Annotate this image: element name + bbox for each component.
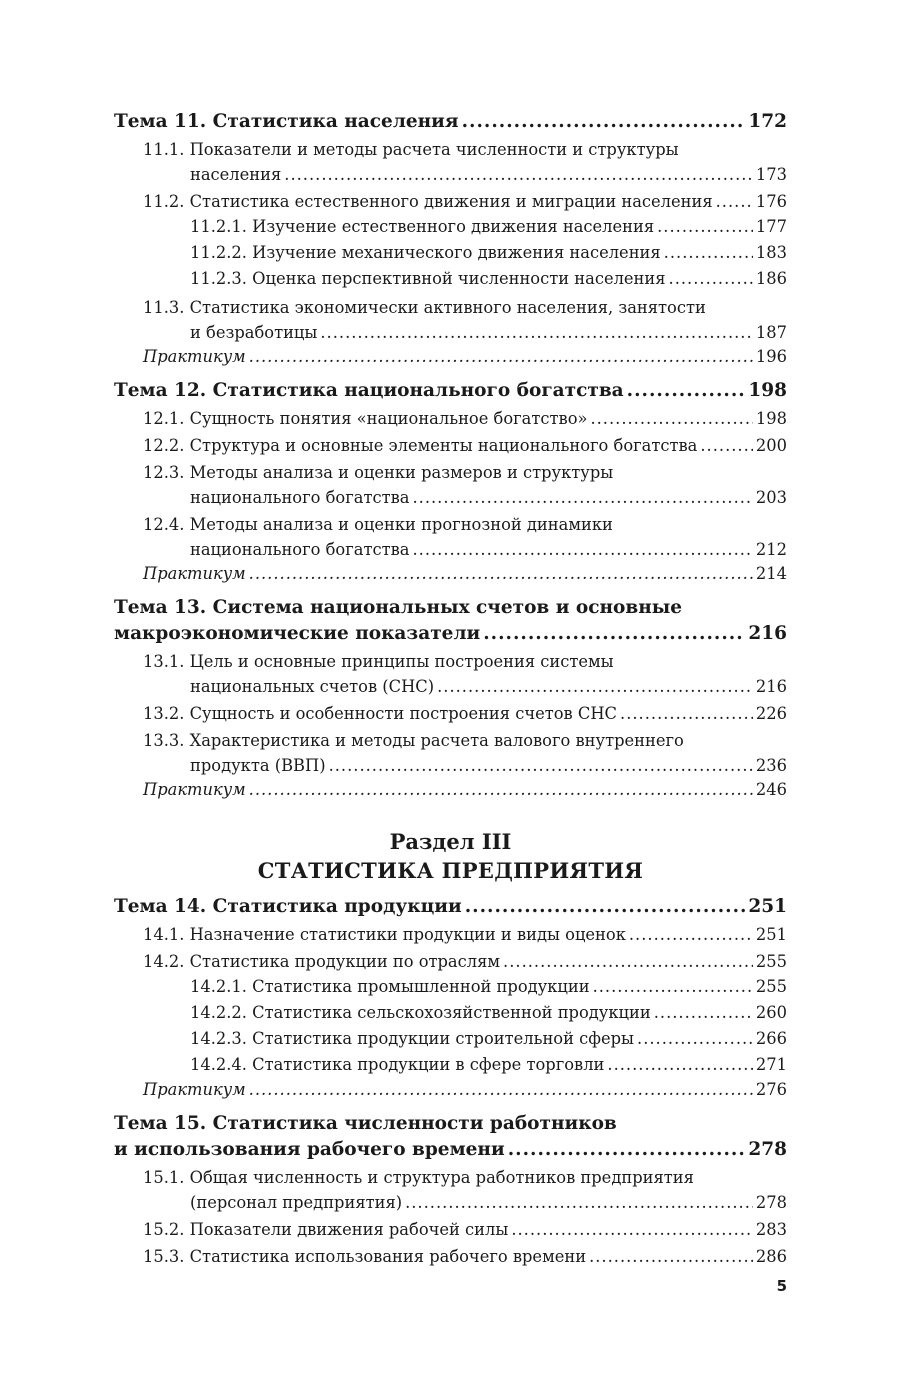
entry-title <box>190 1000 787 1026</box>
leader-dots <box>462 109 746 135</box>
entry-title-text: 12.1. Сущность понятия «национальное богатство» <box>143 408 588 428</box>
leader-dots <box>249 1078 753 1102</box>
entry-title-page: 276 <box>755 1080 787 1100</box>
entry-title-page: 183 <box>755 243 787 263</box>
topic-title-text: макроэкономические показатели <box>114 622 481 644</box>
practicum-entry <box>114 1078 787 1102</box>
entry-title <box>143 485 787 510</box>
section-entry <box>114 922 787 947</box>
section-entry <box>114 728 787 778</box>
entry-title <box>190 240 787 266</box>
entry-title <box>190 1052 787 1078</box>
topic-heading <box>114 595 787 647</box>
leader-dots <box>405 1190 753 1215</box>
entry-title <box>143 949 787 974</box>
topic-heading <box>114 1111 787 1163</box>
entry-title-page: 246 <box>755 779 787 799</box>
leader-dots <box>511 1217 753 1242</box>
entry-title <box>143 1190 787 1215</box>
topic-title-text: Тема 14. Статистика продукции <box>114 895 462 917</box>
entry-title-text: национальных счетов (СНС) <box>190 676 435 696</box>
part-title: СТАТИСТИКА ПРЕДПРИЯТИЯ <box>257 857 644 883</box>
entry-title-text: 14.2. Статистика продукции по отраслям <box>143 951 501 971</box>
topic-title-text: и использования рабочего времени <box>114 1139 505 1161</box>
entry-title <box>190 1026 787 1052</box>
entry-title-page: 196 <box>755 346 787 366</box>
entry-title-text: 11.2. Статистика естественного движения и миграции населения <box>143 192 713 211</box>
leader-dots <box>654 1000 753 1026</box>
entry-title <box>143 922 787 947</box>
leader-dots <box>700 433 753 458</box>
topic-title-text: Тема 11. Статистика населения <box>114 111 459 132</box>
entry-title <box>143 562 787 586</box>
entry-title-page: 173 <box>755 165 787 184</box>
entry-title-first: 13.3. Характеристика и методы расчета валового внутреннего <box>143 730 684 750</box>
subsection-entry <box>114 266 787 292</box>
entry-title-text: 15.2. Показатели движения рабочей силы <box>143 1220 509 1240</box>
entry-title-first: 12.3. Методы анализа и оценки размеров и структуры <box>143 462 614 482</box>
entry-title-page: 251 <box>755 924 787 944</box>
leader-dots <box>249 345 753 369</box>
entry-title-text: Практикум <box>143 779 246 799</box>
leader-dots <box>483 621 745 647</box>
section-entry <box>114 1217 787 1242</box>
leader-dots <box>664 240 753 266</box>
leader-dots <box>669 266 753 292</box>
subsection-entry <box>114 1052 787 1078</box>
entry-title-page: 176 <box>755 192 787 211</box>
entry-title-page: 212 <box>755 539 787 559</box>
leader-dots <box>637 1026 753 1052</box>
entry-title-page: 187 <box>755 322 787 342</box>
entry-title <box>143 1217 787 1242</box>
topic-title-page: 251 <box>748 895 787 917</box>
entry-title-first: 11.1. Показатели и методы расчета численности и структуры <box>143 140 679 159</box>
topic-title <box>114 109 787 135</box>
subsection-entry <box>114 1000 787 1026</box>
entry-title <box>143 674 787 699</box>
section-entry <box>114 1165 787 1215</box>
leader-dots <box>329 753 753 778</box>
entry-title <box>143 778 787 802</box>
leader-dots <box>284 162 753 187</box>
entry-title-text: 14.1. Назначение статистики продукции и виды оценок <box>143 924 626 944</box>
entry-title <box>143 320 787 345</box>
entry-title-first: 13.1. Цель и основные принципы построения системы <box>143 651 614 671</box>
entry-title-text: Практикум <box>143 346 246 366</box>
leader-dots <box>607 1052 753 1078</box>
topic-title-page: 216 <box>748 622 787 644</box>
topic-title-text: Тема 12. Статистика национального богатства <box>114 379 624 401</box>
entry-title <box>143 753 787 778</box>
leader-dots <box>412 537 752 562</box>
section-entry <box>114 1244 787 1269</box>
topic-title-page: 172 <box>748 111 787 132</box>
subsection-entry <box>114 1026 787 1052</box>
practicum-entry <box>114 778 787 802</box>
topic-heading <box>114 894 787 920</box>
entry-title-text: 11.2.3. Оценка перспективной численности населения <box>190 269 666 289</box>
leader-dots <box>590 406 752 431</box>
entry-title-page: 260 <box>755 1002 787 1022</box>
part-heading <box>114 828 787 885</box>
leader-dots <box>320 320 753 345</box>
entry-title <box>143 1078 787 1102</box>
leader-dots <box>437 674 753 699</box>
section-entry <box>114 512 787 562</box>
entry-title-text: 14.2.1. Статистика промышленной продукции <box>190 976 590 996</box>
entry-title-text: продукта (ВВП) <box>190 755 326 775</box>
entry-title <box>190 214 787 240</box>
entry-title-text: 14.2.3. Статистика продукции строительной сферы <box>190 1029 635 1049</box>
entry-title-text: 14.2.2. Статистика сельскохозяйственной продукции <box>190 1002 651 1022</box>
entry-title <box>143 537 787 562</box>
entry-title-text: 14.2.4. Статистика продукции в сфере торговли <box>190 1055 605 1075</box>
entry-title-page: 255 <box>755 976 787 996</box>
leader-dots <box>412 485 752 510</box>
entry-title-text: населения <box>190 165 282 184</box>
entry-title <box>143 162 787 187</box>
leader-dots <box>249 778 753 802</box>
entry-title <box>143 433 787 458</box>
page-number: 5 <box>776 1277 787 1295</box>
entry-title-first: 15.1. Общая численность и структура работников предприятия <box>143 1168 694 1188</box>
entry-title <box>143 701 787 726</box>
section-entry <box>114 295 787 345</box>
leader-dots <box>593 974 753 1000</box>
toc-group-section-3 <box>114 894 787 1270</box>
table-of-contents <box>114 100 787 1269</box>
leader-dots <box>465 894 746 920</box>
entry-title-page: 200 <box>755 435 787 455</box>
leader-dots <box>620 701 753 726</box>
section-entry <box>114 433 787 458</box>
entry-title-page: 236 <box>755 755 787 775</box>
section-entry <box>114 189 787 214</box>
entry-title <box>143 1244 787 1269</box>
part-label: Раздел III <box>389 828 512 854</box>
topic-title <box>114 621 787 647</box>
leader-dots <box>627 378 746 404</box>
section-entry <box>114 406 787 431</box>
entry-title <box>190 266 787 292</box>
topic-title <box>114 894 787 920</box>
entry-title <box>143 189 787 214</box>
topic-title-page: 198 <box>748 379 787 401</box>
entry-title-page: 271 <box>755 1055 787 1075</box>
entry-title-page: 286 <box>755 1247 787 1267</box>
subsection-entry <box>114 974 787 1000</box>
leader-dots <box>629 922 753 947</box>
entry-title-page: 198 <box>755 408 787 428</box>
entry-title-text: (персонал предприятия) <box>190 1193 403 1213</box>
entry-title-text: национального богатства <box>190 487 410 507</box>
entry-title-first: 12.4. Методы анализа и оценки прогнозной динамики <box>143 514 613 534</box>
entry-title-first: 11.3. Статистика экономически активного населения, занятости <box>143 297 706 317</box>
section-entry <box>114 701 787 726</box>
practicum-entry <box>114 345 787 369</box>
entry-title-text: национального богатства <box>190 539 410 559</box>
topic-title-first: Тема 15. Статистика численности работников <box>114 1113 617 1135</box>
topic-heading <box>114 109 787 135</box>
section-entry <box>114 649 787 699</box>
entry-title-text: 15.3. Статистика использования рабочего времени <box>143 1247 587 1267</box>
entry-title-text: 13.2. Сущность и особенности построения счетов СНС <box>143 703 618 723</box>
leader-dots <box>716 189 753 214</box>
entry-title-text: Практикум <box>143 1080 246 1100</box>
section-entry <box>114 460 787 510</box>
entry-title-page: 203 <box>755 487 787 507</box>
topic-title-first: Тема 13. Система национальных счетов и основные <box>114 596 683 618</box>
entry-title <box>190 974 787 1000</box>
entry-title-page: 255 <box>755 951 787 971</box>
leader-dots <box>249 562 753 586</box>
section-entry <box>114 137 787 187</box>
leader-dots <box>657 214 753 240</box>
entry-title-text: и безработицы <box>190 322 318 342</box>
entry-title <box>143 406 787 431</box>
toc-group-section-2 <box>114 109 787 802</box>
entry-title-page: 278 <box>755 1193 787 1213</box>
entry-title-text: 11.2.2. Изучение механического движения населения <box>190 243 661 263</box>
leader-dots <box>503 949 753 974</box>
section-entry <box>114 949 787 974</box>
entry-title-page: 214 <box>755 563 787 583</box>
entry-title-page: 226 <box>755 703 787 723</box>
entry-title-text: Практикум <box>143 563 246 583</box>
entry-title-text: 11.2.1. Изучение естественного движения населения <box>190 217 655 236</box>
entry-title-text: 12.2. Структура и основные элементы национального богатства <box>143 435 698 455</box>
practicum-entry <box>114 562 787 586</box>
topic-heading <box>114 378 787 404</box>
entry-title-page: 186 <box>755 269 787 289</box>
entry-title-page: 177 <box>755 217 787 236</box>
entry-title <box>143 345 787 369</box>
subsection-entry <box>114 240 787 266</box>
leader-dots <box>589 1244 753 1269</box>
topic-title-page: 278 <box>748 1139 787 1161</box>
topic-title <box>114 1137 787 1163</box>
leader-dots <box>508 1137 746 1163</box>
subsection-entry <box>114 214 787 240</box>
topic-title <box>114 378 787 404</box>
entry-title-page: 266 <box>755 1029 787 1049</box>
entry-title-page: 216 <box>755 676 787 696</box>
entry-title-page: 283 <box>755 1220 787 1240</box>
